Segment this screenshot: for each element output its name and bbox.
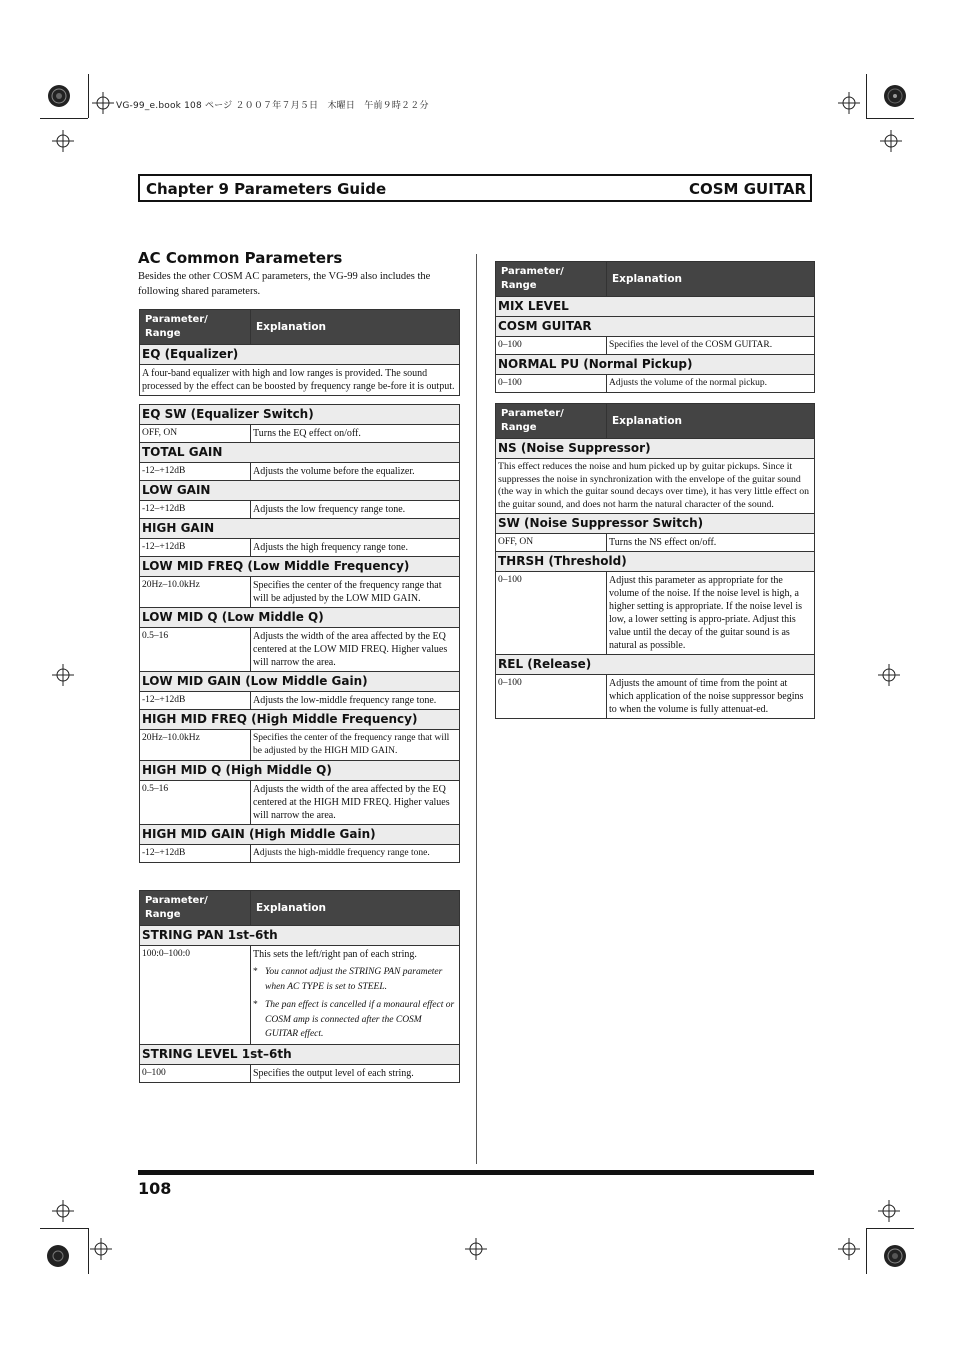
- parameter-explanation: Adjusts the low-middle frequency range tone.: [251, 692, 460, 710]
- parameter-explanation: Adjusts the high frequency range tone.: [251, 539, 460, 557]
- parameter-name: NS (Noise Suppressor): [496, 439, 815, 459]
- parameter-name: MIX LEVEL: [496, 297, 815, 317]
- crosshair-mark: [878, 664, 900, 686]
- parameter-name: NORMAL PU (Normal Pickup): [496, 355, 815, 375]
- crosshair-mark: [465, 1238, 487, 1260]
- note: * The pan effect is cancelled if a monaural effect or COSM amp is connected after the COSM GUITAR effect.: [253, 1000, 455, 1039]
- parameter-range: 0–100: [140, 1064, 251, 1082]
- print-job-line: VG-99_e.book 108 ページ ２００７年７月５日 木曜日 午前９時２２分: [116, 101, 429, 111]
- parameter-name: LOW MID FREQ (Low Middle Frequency): [140, 557, 460, 577]
- parameter-name: LOW GAIN: [140, 481, 460, 501]
- parameter-name: HIGH MID GAIN (High Middle Gain): [140, 825, 460, 845]
- column-divider: [476, 254, 477, 1164]
- parameter-explanation: [251, 946, 460, 1045]
- section-name: COSM GUITAR: [688, 180, 806, 198]
- crosshair-mark: [880, 130, 902, 152]
- page-number: 108: [138, 1179, 172, 1198]
- parameter-name: HIGH GAIN: [140, 519, 460, 539]
- parameter-range: 0–100: [496, 337, 607, 355]
- column-header-explanation: Explanation: [251, 891, 460, 926]
- column-header-param: Parameter/ Range: [496, 404, 607, 439]
- parameter-name: EQ (Equalizer): [140, 345, 460, 365]
- parameter-range: 20Hz–10.0kHz: [140, 730, 251, 761]
- parameter-range: -12–+12dB: [140, 692, 251, 710]
- parameter-explanation: Adjust this parameter as appropriate for the volume of the noise. If the noise level is high, a higher setting is appropriate. If the noise level is low, a lower setting is appro-priate. Adjust this value until the decay of the guitar sound is as natural as possible.: [607, 572, 815, 655]
- registration-mark-bottom-left: [46, 1244, 70, 1268]
- registration-mark-top-right: [883, 84, 907, 108]
- parameter-range: 0.5–16: [140, 781, 251, 825]
- registration-mark-bottom-right: [883, 1244, 907, 1268]
- crop-line: [40, 118, 88, 119]
- crosshair-mark: [92, 92, 114, 114]
- crosshair-mark: [838, 1238, 860, 1260]
- section-heading: AC Common Parameters: [138, 249, 343, 267]
- parameter-explanation: Specifies the center of the frequency range that will be adjusted by the HIGH MID GAIN.: [251, 730, 460, 761]
- parameter-name: SW (Noise Suppressor Switch): [496, 514, 815, 534]
- intro-paragraph: Besides the other COSM AC parameters, the VG-99 also includes the following shared parameters.: [138, 271, 431, 297]
- parameter-name: THRSH (Threshold): [496, 552, 815, 572]
- parameter-explanation: Specifies the level of the COSM GUITAR.: [607, 337, 815, 355]
- crosshair-mark: [838, 92, 860, 114]
- crosshair-mark: [52, 130, 74, 152]
- crop-line: [866, 1228, 867, 1274]
- crosshair-mark: [878, 1200, 900, 1222]
- parameter-name: STRING PAN 1st–6th: [140, 926, 460, 946]
- parameter-explanation: Turns the NS effect on/off.: [607, 534, 815, 552]
- parameter-name: LOW MID Q (Low Middle Q): [140, 608, 460, 628]
- parameter-explanation: Adjusts the volume of the normal pickup.: [607, 375, 815, 393]
- parameter-name: STRING LEVEL 1st–6th: [140, 1044, 460, 1064]
- registration-mark-top-left: [47, 84, 71, 108]
- parameter-name: HIGH MID Q (High Middle Q): [140, 761, 460, 781]
- parameter-explanation: Adjusts the width of the area affected by the EQ centered at the LOW MID FREQ. Higher values will narrow the area.: [251, 628, 460, 672]
- parameter-explanation: Specifies the center of the frequency range that will be adjusted by the LOW MID GAIN.: [251, 577, 460, 608]
- parameter-name: HIGH MID FREQ (High Middle Frequency): [140, 710, 460, 730]
- crop-line: [88, 74, 89, 118]
- noise-suppressor-table: [495, 403, 815, 719]
- parameter-explanation: Adjusts the low frequency range tone.: [251, 501, 460, 519]
- parameter-range: 100:0–100:0: [140, 946, 251, 1045]
- parameter-range: 0–100: [496, 675, 607, 719]
- parameter-explanation: Adjusts the width of the area affected by the EQ centered at the HIGH MID FREQ. Higher values will narrow the area.: [251, 781, 460, 825]
- crop-line: [866, 74, 867, 118]
- explanation-text: This sets the left/right pan of each string.: [253, 949, 417, 960]
- parameter-explanation: Adjusts the high-middle frequency range tone.: [251, 845, 460, 863]
- parameter-range: -12–+12dB: [140, 845, 251, 863]
- parameter-range: 0–100: [496, 375, 607, 393]
- column-header-explanation: Explanation: [607, 404, 815, 439]
- parameter-range: -12–+12dB: [140, 463, 251, 481]
- crop-line: [866, 1228, 914, 1229]
- parameter-name: TOTAL GAIN: [140, 443, 460, 463]
- crosshair-mark: [52, 1200, 74, 1222]
- column-header-param: Parameter/ Range: [496, 262, 607, 297]
- parameter-range: -12–+12dB: [140, 501, 251, 519]
- parameter-range: -12–+12dB: [140, 539, 251, 557]
- crop-line: [40, 1228, 88, 1229]
- parameter-range: 0.5–16: [140, 628, 251, 672]
- parameter-description: This effect reduces the noise and hum picked up by guitar pickups. Since it suppresses the noise in synchronization with the envelope of the guitar sound (the way in which the guitar sound decays over time), it has very little effect on the guitar sound, and does not harm the natural character of the sound.: [496, 459, 815, 514]
- parameter-explanation: Specifies the output level of each string.: [251, 1064, 460, 1082]
- parameter-description: A four-band equalizer with high and low ranges is provided. The sound processed by the effect can be boosted by frequency range be-fore it is output.: [140, 365, 460, 396]
- eq-parameter-table: [139, 309, 460, 396]
- crop-line: [88, 1228, 89, 1274]
- parameter-range: OFF, ON: [140, 425, 251, 443]
- note: * You cannot adjust the STRING PAN parameter when AC TYPE is set to STEEL.: [253, 967, 443, 992]
- parameter-name: REL (Release): [496, 655, 815, 675]
- column-header-explanation: Explanation: [607, 262, 815, 297]
- parameter-range: 0–100: [496, 572, 607, 655]
- parameter-explanation: Adjusts the volume before the equalizer.: [251, 463, 460, 481]
- crop-line: [866, 118, 914, 119]
- crosshair-mark: [52, 664, 74, 686]
- parameter-range: OFF, ON: [496, 534, 607, 552]
- eq-parameter-rows: [139, 404, 460, 863]
- footer-rule: [138, 1170, 814, 1175]
- parameter-name: LOW MID GAIN (Low Middle Gain): [140, 672, 460, 692]
- crosshair-mark: [90, 1238, 112, 1260]
- parameter-explanation: Adjusts the amount of time from the point at which application of the noise suppressor begins to when the volume is fully attenuat-ed.: [607, 675, 815, 719]
- column-header-param: Parameter/ Range: [140, 310, 251, 345]
- parameter-name: COSM GUITAR: [496, 317, 815, 337]
- parameter-name: EQ SW (Equalizer Switch): [140, 405, 460, 425]
- string-parameter-table: [139, 890, 460, 1083]
- column-header-param: Parameter/ Range: [140, 891, 251, 926]
- column-header-explanation: Explanation: [251, 310, 460, 345]
- chapter-title: Chapter 9 Parameters Guide: [146, 180, 387, 198]
- parameter-explanation: Turns the EQ effect on/off.: [251, 425, 460, 443]
- mix-level-table: [495, 261, 815, 393]
- parameter-range: 20Hz–10.0kHz: [140, 577, 251, 608]
